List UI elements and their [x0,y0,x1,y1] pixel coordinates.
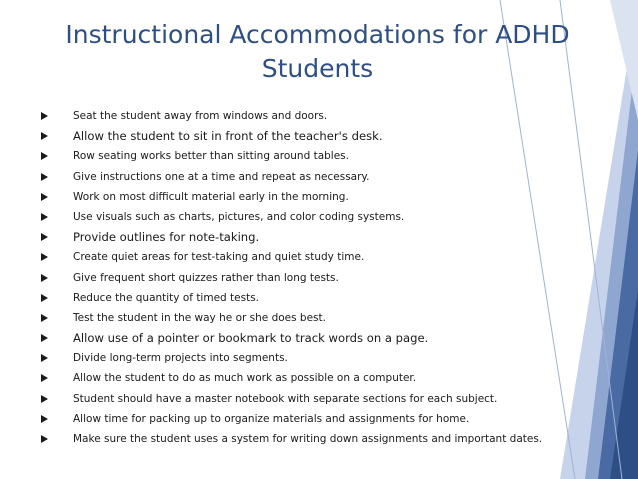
list-item [41,328,561,348]
triangle-bullet-icon [41,354,48,362]
list-item [41,288,561,308]
triangle-bullet-icon [41,193,48,201]
list-item-text: Seat the student away from windows and doors. [73,110,328,122]
list-item-text: Create quiet areas for test-taking and quiet study time. [73,251,365,264]
triangle-bullet-icon [41,152,48,160]
slide-title [40,18,595,86]
list-item-text: Allow the student to sit in front of the teacher's desk. [73,129,383,144]
list-item-text: Allow the student to do as much work as possible on a computer. [73,372,417,385]
triangle-bullet-icon [41,253,48,261]
list-item [41,389,561,409]
triangle-bullet-icon [41,213,48,221]
title-line-2: Students [261,54,374,83]
list-item-text: Work on most difficult material early in the morning. [73,190,349,203]
list-item-text: Make sure the student uses a system for writing down assignments and important dates. [73,433,543,445]
list-item-text: Row seating works better than sitting around tables. [73,150,349,163]
triangle-bullet-icon [41,395,48,403]
list-item [41,126,561,146]
list-item [41,429,561,449]
bullet-list [41,106,561,449]
list-item-text: Give instructions one at a time and repeat as necessary. [73,170,370,183]
triangle-bullet-icon [41,435,48,443]
triangle-bullet-icon [41,173,48,181]
triangle-bullet-icon [41,314,48,322]
list-item-text: Reduce the quantity of timed tests. [73,291,260,304]
title-line-1: Instructional Accommodations for ADHD [65,20,570,49]
list-item [41,308,561,328]
triangle-bullet-icon [41,132,48,140]
list-item [41,348,561,368]
list-item [41,268,561,288]
triangle-bullet-icon [41,415,48,423]
triangle-bullet-icon [41,334,48,342]
triangle-bullet-icon [41,294,48,302]
triangle-bullet-icon [41,233,48,241]
list-item [41,106,561,126]
list-item-text: Allow use of a pointer or bookmark to track words on a page. [73,331,429,346]
triangle-bullet-icon [41,112,48,120]
list-item [41,227,561,247]
list-item [41,187,561,207]
list-item-text: Use visuals such as charts, pictures, and color coding systems. [73,210,405,223]
list-item [41,207,561,227]
list-item-text: Give frequent short quizzes rather than long tests. [73,271,339,284]
list-item-text: Provide outlines for note-taking. [73,230,260,245]
triangle-bullet-icon [41,274,48,282]
list-item [41,146,561,166]
triangle-bullet-icon [41,374,48,382]
list-item-text: Student should have a master notebook with separate sections for each subject. [73,392,498,405]
list-item-text: Test the student in the way he or she does best. [73,311,326,324]
list-item-text: Allow time for packing up to organize materials and assignments for home. [73,412,470,425]
list-item [41,247,561,267]
list-item-text: Divide long-term projects into segments. [73,352,288,365]
list-item [41,368,561,388]
list-item [41,167,561,187]
list-item [41,409,561,429]
